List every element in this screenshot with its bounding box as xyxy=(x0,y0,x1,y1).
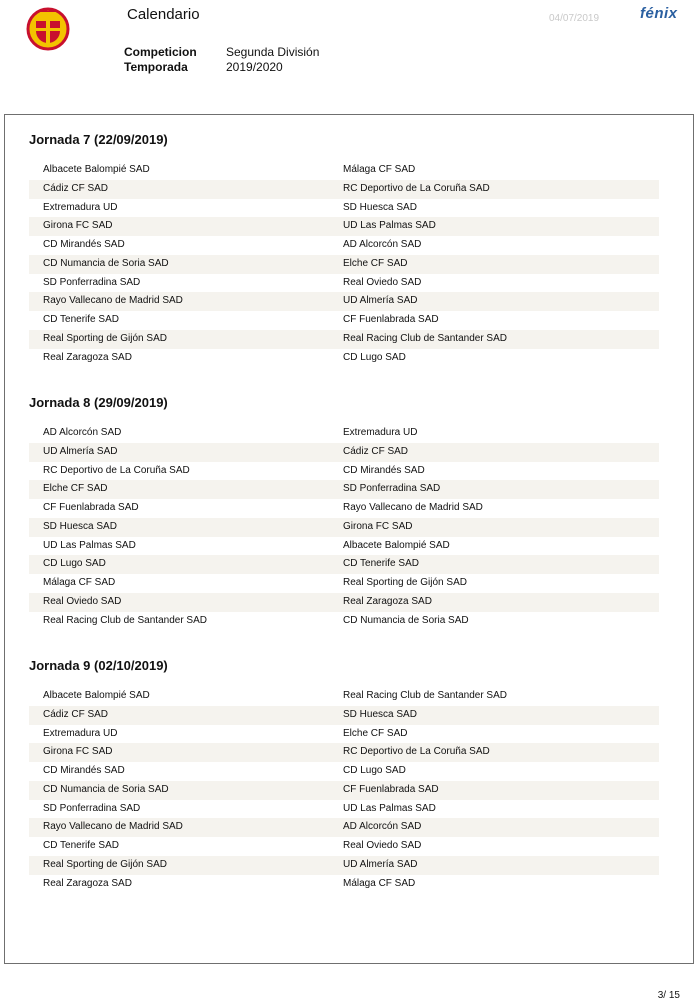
match-row xyxy=(29,274,659,293)
match-list xyxy=(29,687,659,893)
away-team: Rayo Vallecano de Madrid SAD xyxy=(343,502,483,513)
away-team: Albacete Balompié SAD xyxy=(343,539,450,551)
home-team: CF Fuenlabrada SAD xyxy=(43,502,139,513)
home-team: Girona FC SAD xyxy=(43,746,113,758)
away-team: AD Alcorcón SAD xyxy=(343,239,422,250)
away-team: UD Almería SAD xyxy=(343,858,418,870)
match-row xyxy=(29,236,659,255)
away-team: AD Alcorcón SAD xyxy=(343,821,422,833)
home-team: Real Sporting de Gijón SAD xyxy=(43,332,167,344)
match-row xyxy=(29,800,659,819)
home-team: CD Mirandés SAD xyxy=(43,765,125,776)
match-row xyxy=(29,706,659,725)
home-team: SD Huesca SAD xyxy=(43,520,117,532)
away-team: Málaga CF SAD xyxy=(343,164,416,175)
home-team: Real Zaragoza SAD xyxy=(43,877,132,889)
home-team: UD Almería SAD xyxy=(43,445,118,457)
jornada-title: Jornada 8 (29/09/2019) xyxy=(29,395,168,410)
away-team: SD Huesca SAD xyxy=(343,708,417,720)
schedule-frame xyxy=(4,114,694,964)
match-row xyxy=(29,255,659,274)
federation-logo xyxy=(22,4,74,52)
away-team: SD Huesca SAD xyxy=(343,201,417,213)
away-team: CF Fuenlabrada SAD xyxy=(343,783,439,795)
match-row xyxy=(29,330,659,349)
away-team: Real Racing Club de Santander SAD xyxy=(343,332,507,344)
match-row xyxy=(29,499,659,518)
season-label: Temporada xyxy=(124,60,188,74)
match-row xyxy=(29,837,659,856)
match-row xyxy=(29,687,659,706)
home-team: Rayo Vallecano de Madrid SAD xyxy=(43,821,183,833)
competition-label: Competicion xyxy=(124,45,197,59)
document-metadata xyxy=(124,45,319,75)
away-team: SD Ponferradina SAD xyxy=(343,483,441,495)
match-row xyxy=(29,762,659,781)
home-team: Real Racing Club de Santander SAD xyxy=(43,614,207,626)
match-row xyxy=(29,593,659,612)
away-team: CD Tenerife SAD xyxy=(343,558,419,570)
home-team: SD Ponferradina SAD xyxy=(43,276,141,288)
away-team: CD Mirandés SAD xyxy=(343,464,425,476)
match-row xyxy=(29,574,659,593)
match-row xyxy=(29,217,659,236)
match-row xyxy=(29,311,659,330)
match-list xyxy=(29,161,659,367)
home-team: CD Mirandés SAD xyxy=(43,239,125,250)
match-row xyxy=(29,612,659,631)
away-team: Real Racing Club de Santander SAD xyxy=(343,690,507,701)
jornada-title: Jornada 9 (02/10/2019) xyxy=(29,658,168,673)
match-row xyxy=(29,161,659,180)
home-team: Real Oviedo SAD xyxy=(43,595,122,607)
home-team: RC Deportivo de La Coruña SAD xyxy=(43,464,190,476)
home-team: CD Tenerife SAD xyxy=(43,314,119,325)
match-row xyxy=(29,199,659,218)
home-team: CD Tenerife SAD xyxy=(43,840,119,851)
away-team: Elche CF SAD xyxy=(343,257,408,269)
away-team: Real Oviedo SAD xyxy=(343,840,422,851)
home-team: CD Numancia de Soria SAD xyxy=(43,257,169,269)
competition-value: Segunda División xyxy=(226,45,320,59)
away-team: UD Las Palmas SAD xyxy=(343,220,436,232)
away-team: Extremadura UD xyxy=(343,427,418,438)
jornada-section xyxy=(29,657,659,893)
away-team: UD Las Palmas SAD xyxy=(343,802,436,814)
away-team: CD Lugo SAD xyxy=(343,351,406,363)
match-row xyxy=(29,818,659,837)
match-row xyxy=(29,743,659,762)
away-team: Real Zaragoza SAD xyxy=(343,595,432,607)
jornada-section xyxy=(29,394,659,630)
home-team: Real Zaragoza SAD xyxy=(43,351,132,363)
away-team: Real Oviedo SAD xyxy=(343,276,422,288)
match-row xyxy=(29,424,659,443)
season-value: 2019/2020 xyxy=(226,60,283,74)
document-title: Calendario xyxy=(127,6,200,23)
brand-logo: fénix xyxy=(640,5,678,22)
match-row xyxy=(29,518,659,537)
away-team: CD Lugo SAD xyxy=(343,765,406,776)
match-row xyxy=(29,875,659,894)
print-date: 04/07/2019 xyxy=(549,13,600,24)
page-number: 3/ 15 xyxy=(657,990,680,1001)
home-team: Elche CF SAD xyxy=(43,483,108,495)
away-team: Elche CF SAD xyxy=(343,727,408,739)
home-team: Albacete Balompié SAD xyxy=(43,164,150,175)
away-team: UD Almería SAD xyxy=(343,295,418,307)
home-team: Rayo Vallecano de Madrid SAD xyxy=(43,295,183,307)
match-row xyxy=(29,180,659,199)
away-team: CF Fuenlabrada SAD xyxy=(343,314,439,325)
match-row xyxy=(29,856,659,875)
jornada-title: Jornada 7 (22/09/2019) xyxy=(29,132,168,147)
match-row xyxy=(29,349,659,368)
home-team: Extremadura UD xyxy=(43,727,118,739)
away-team: Real Sporting de Gijón SAD xyxy=(343,577,467,588)
match-row xyxy=(29,555,659,574)
home-team: CD Lugo SAD xyxy=(43,558,106,570)
match-row xyxy=(29,292,659,311)
home-team: Cádiz CF SAD xyxy=(43,182,109,194)
home-team: Cádiz CF SAD xyxy=(43,708,109,720)
match-row xyxy=(29,462,659,481)
match-row xyxy=(29,443,659,462)
away-team: CD Numancia de Soria SAD xyxy=(343,614,469,626)
away-team: Málaga CF SAD xyxy=(343,877,416,889)
home-team: UD Las Palmas SAD xyxy=(43,539,136,551)
match-row xyxy=(29,537,659,556)
home-team: Girona FC SAD xyxy=(43,220,113,232)
away-team: Cádiz CF SAD xyxy=(343,445,409,457)
home-team: CD Numancia de Soria SAD xyxy=(43,783,169,795)
home-team: AD Alcorcón SAD xyxy=(43,427,122,438)
match-row xyxy=(29,725,659,744)
match-row xyxy=(29,781,659,800)
jornada-section xyxy=(29,131,659,367)
match-row xyxy=(29,480,659,499)
away-team: Girona FC SAD xyxy=(343,520,413,532)
home-team: SD Ponferradina SAD xyxy=(43,802,141,814)
away-team: RC Deportivo de La Coruña SAD xyxy=(343,182,490,194)
home-team: Albacete Balompié SAD xyxy=(43,690,150,701)
away-team: RC Deportivo de La Coruña SAD xyxy=(343,746,490,758)
home-team: Real Sporting de Gijón SAD xyxy=(43,858,167,870)
home-team: Málaga CF SAD xyxy=(43,577,116,588)
home-team: Extremadura UD xyxy=(43,201,118,213)
match-list xyxy=(29,424,659,630)
